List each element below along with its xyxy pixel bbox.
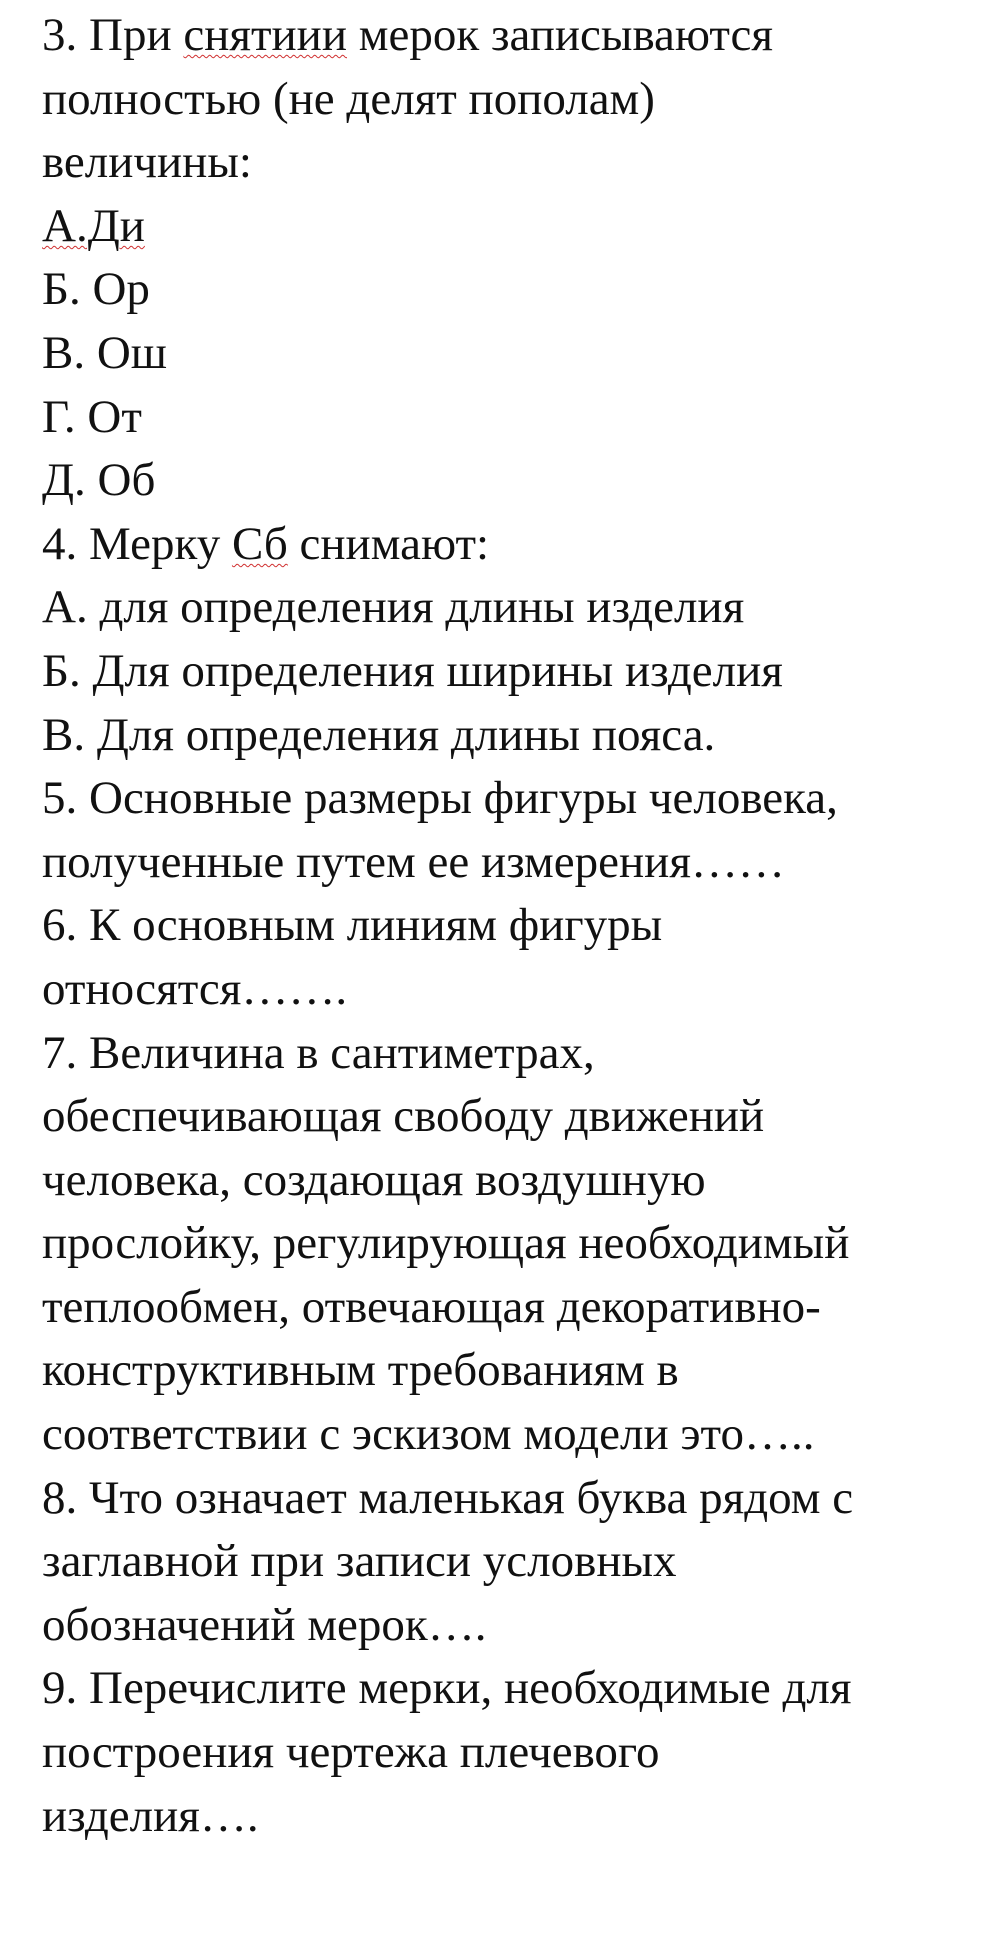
q9-line-1: 9. Перечислите мерки, необходимые для — [42, 1662, 852, 1715]
q4-text-end: снимают: — [287, 517, 490, 570]
q7-line-5: теплообмен, отвечающая декоративно- — [42, 1280, 821, 1333]
q8-line-3: обозначений мерок…. — [42, 1598, 487, 1651]
q3-misspelled-word: снятиии — [183, 9, 347, 61]
q5-line-2: полученные путем ее измерения…… — [42, 835, 785, 888]
q6-line-2: относятся……. — [42, 962, 348, 1015]
q8-line-1: 8. Что означает маленькая буква рядом с — [42, 1471, 854, 1524]
q7-line-6: конструктивным требованиям в — [42, 1344, 679, 1397]
q7-line-4: прослойку, регулирующая необходимый — [42, 1217, 850, 1270]
q4-text-start: 4. Мерку — [42, 517, 232, 570]
q4-line-1 — [42, 513, 987, 577]
q3-option-a — [42, 195, 987, 259]
q3-option-c: В. Ош — [42, 326, 167, 379]
q4-option-b: Б. Для определения ширины изделия — [42, 644, 783, 697]
q3-option-b: Б. Ор — [42, 263, 150, 316]
q4-option-c: В. Для определения длины пояса. — [42, 708, 716, 761]
q8-line-2: заглавной при записи условных — [42, 1535, 677, 1588]
q4-option-a: А. для определения длины изделия — [42, 581, 745, 634]
q6-line-1: 6. К основным линиям фигуры — [42, 899, 663, 952]
q9-line-2: построения чертежа плечевого — [42, 1726, 660, 1779]
q3-option-d: Г. От — [42, 390, 142, 443]
q3-text-start: 3. При — [42, 9, 184, 61]
q7-line-1: 7. Величина в сантиметрах, — [42, 1026, 595, 1079]
q3-line-1 — [42, 4, 987, 68]
q3-line-2: полностью (не делят пополам) — [42, 72, 655, 125]
q7-line-2: обеспечивающая свободу движений — [42, 1090, 765, 1143]
q4-misspelled-word: Сб — [231, 517, 288, 570]
q7-line-7: соответствии с эскизом модели это….. — [42, 1408, 815, 1461]
q3-text-end: мерок записываются — [347, 9, 774, 61]
q9-line-3: изделия…. — [42, 1789, 259, 1842]
q3-option-a-text: А.Ди — [42, 199, 145, 252]
q7-line-3: человека, создающая воздушную — [42, 1153, 706, 1206]
q5-line-1: 5. Основные размеры фигуры человека, — [42, 772, 838, 825]
q3-option-e: Д. Об — [42, 454, 156, 507]
document-page — [42, 4, 987, 1848]
q3-line-3: величины: — [42, 136, 252, 189]
